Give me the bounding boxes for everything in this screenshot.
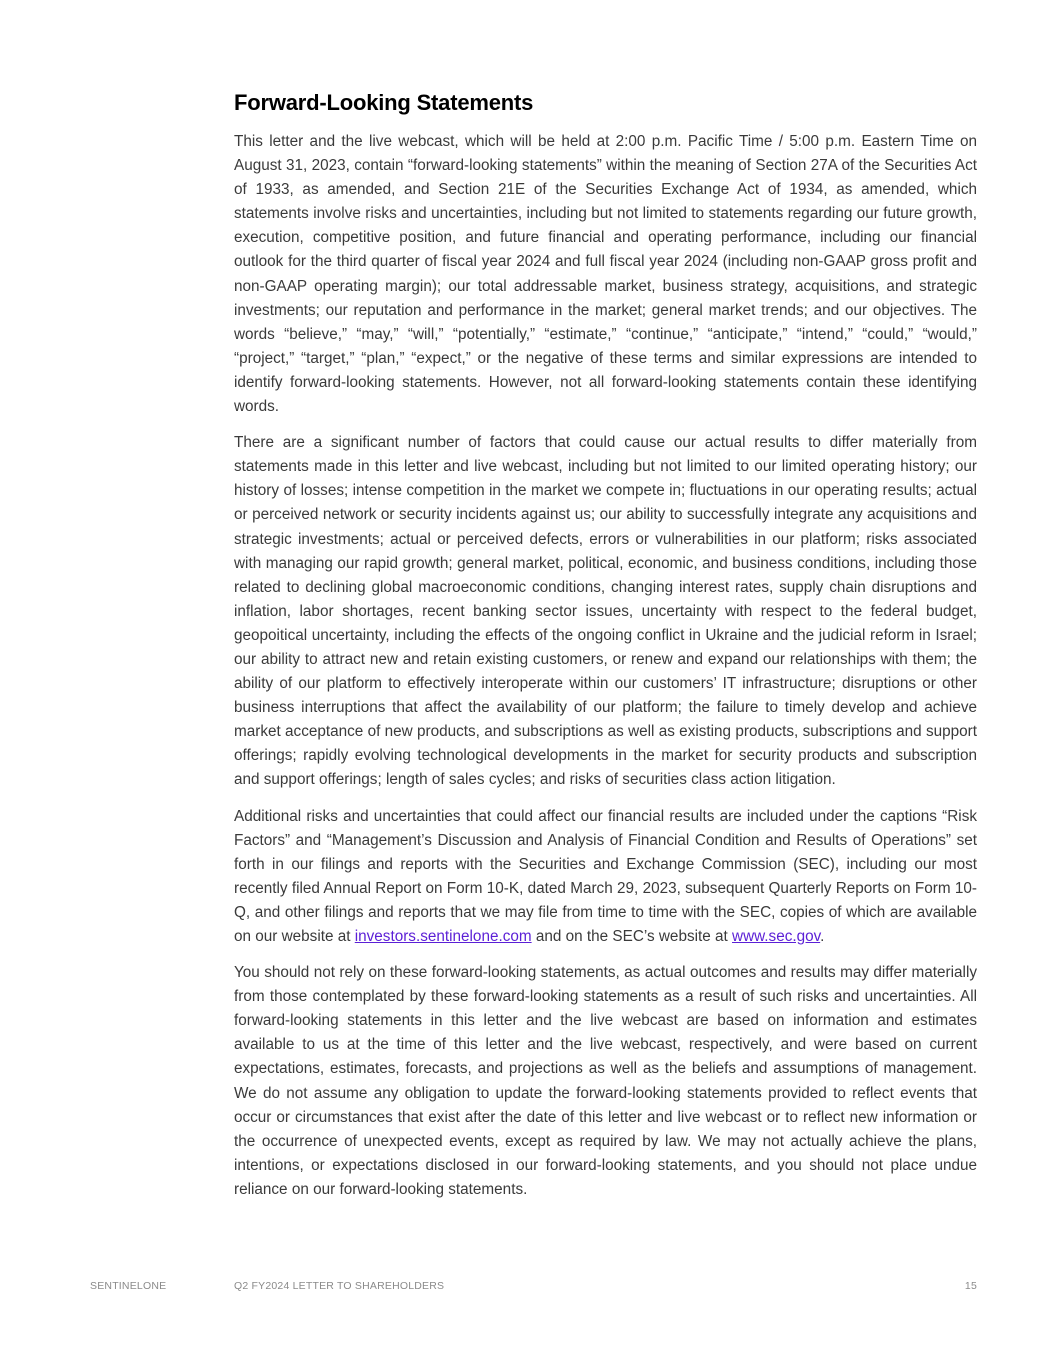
sec-filings-text-middle: and on the SEC’s website at <box>531 928 733 945</box>
footer-page-number: 15 <box>964 1280 977 1292</box>
footer-brand: SENTINELONE <box>90 1280 167 1292</box>
investors-link[interactable]: investors.sentinelone.com <box>354 928 532 945</box>
section-heading: Forward-Looking Statements <box>234 90 534 115</box>
sec-filings-text: Additional risks and uncertainties that could affect our financial results are included under the captions “Risk Factors” and “Management’s Discussion and Analysis of Financial Condition and Results of Operations” set forth in our filings and reports with the Securities and Exchange Commission (SEC), including our most recently filed Annual Report on Form 10-K, dated March 29, 2023, subsequent Quarterly Reports on Form 10-Q, and other filings and reports that we may file from time to time with the SEC, copies of which are available on our website at <box>234 807 977 945</box>
paragraph-intro: This letter and the live webcast, which will be held at 2:00 p.m. Pacific Time / 5:00 p.m. Eastern Time on August 31, 2023, contain “forward-looking statements” within the meaning of Section 27A of the Securities Act of 1933, as amended, and Section 21E of the Securities Exchange Act of 1934, as amended, which statements involve risks and uncertainties, including but not limited to statements regarding our future growth, execution, competitive position, and future financial and operating performance, including our financial outlook for the third quarter of fiscal year 2024 and full fiscal year 2024 (including non-GAAP gross profit and non-GAAP operating margin); our total addressable market, business strategy, acquisitions, and strategic investments; our reputation and performance in the market; general market trends; and our objectives. The words “believe,” “may,” “will,” “potentially,” “estimate,” “continue,” “anticipate,” “intend,” “could,” “would,” “project,” “target,” “plan,” “expect,” or the negative of these terms and similar expressions are intended to identify forward-looking statements. However, not all forward-looking statements contain these identifying words. <box>234 133 977 416</box>
paragraph-reliance: You should not rely on these forward-looking statements, as actual outcomes and results may differ materially from those contemplated by these forward-looking statements as a result of such risks and uncertainties. All forward-looking statements in this letter and the live webcast are based on information and estimates available to us at the time of this letter and the live webcast, respectively, and were based on current expectations, estimates, forecasts, and projections as well as the beliefs and assumptions of management. We do not assume any obligation to update the forward-looking statements provided to reflect events that occur or circumstances that exist after the date of this letter and live webcast or to reflect new information or the occurrence of unexpected events, except as required by law. We may not actually achieve the plans, intentions, or expectations disclosed in our forward-looking statements, and you should not place undue reliance on our forward-looking statements. <box>234 964 977 1198</box>
sec-website-link[interactable]: www.sec.gov <box>732 928 821 945</box>
paragraph-risk-factors: There are a significant number of factors that could cause our actual results to differ materially from statements made in this letter and live webcast, including but not limited to our limited operating history; our history of losses; intense competition in the market we compete in; fluctuations in our operating results; actual or perceived network or security incidents against us; our ability to successfully integrate any acquisitions and strategic investments; actual or perceived defects, errors or vulnerabilities in our platform; risks associated with managing our rapid growth; general market, political, economic, and business conditions, including those related to declining global macroeconomic conditions, changing interest rates, supply chain disruptions and inflation, labor shortages, recent banking sector issues, uncertainty with respect to the federal budget, geopoitical uncertainty, including the effects of the ongoing conflict in Ukraine and the judicial reform in Israel; our ability to attract new and retain existing customers, or renew and expand our relationships with them; the ability of our platform to effectively interoperate within our customers’ IT infrastructure; disruptions or other business interruptions that affect the availability of our platform; the failure to timely develop and achieve market acceptance of new products, and subscriptions as well as existing products, subscriptions and support offerings; rapidly evolving technological developments in the market for security products and subscription and support offerings; length of sales cycles; and risks of securities class action litigation. <box>234 434 977 789</box>
footer-document-title: Q2 FY2024 LETTER TO SHAREHOLDERS <box>234 1280 445 1292</box>
sec-filings-text-end: . <box>820 928 825 945</box>
document-body <box>234 88 977 1214</box>
paragraph-sec-filings <box>234 805 977 950</box>
